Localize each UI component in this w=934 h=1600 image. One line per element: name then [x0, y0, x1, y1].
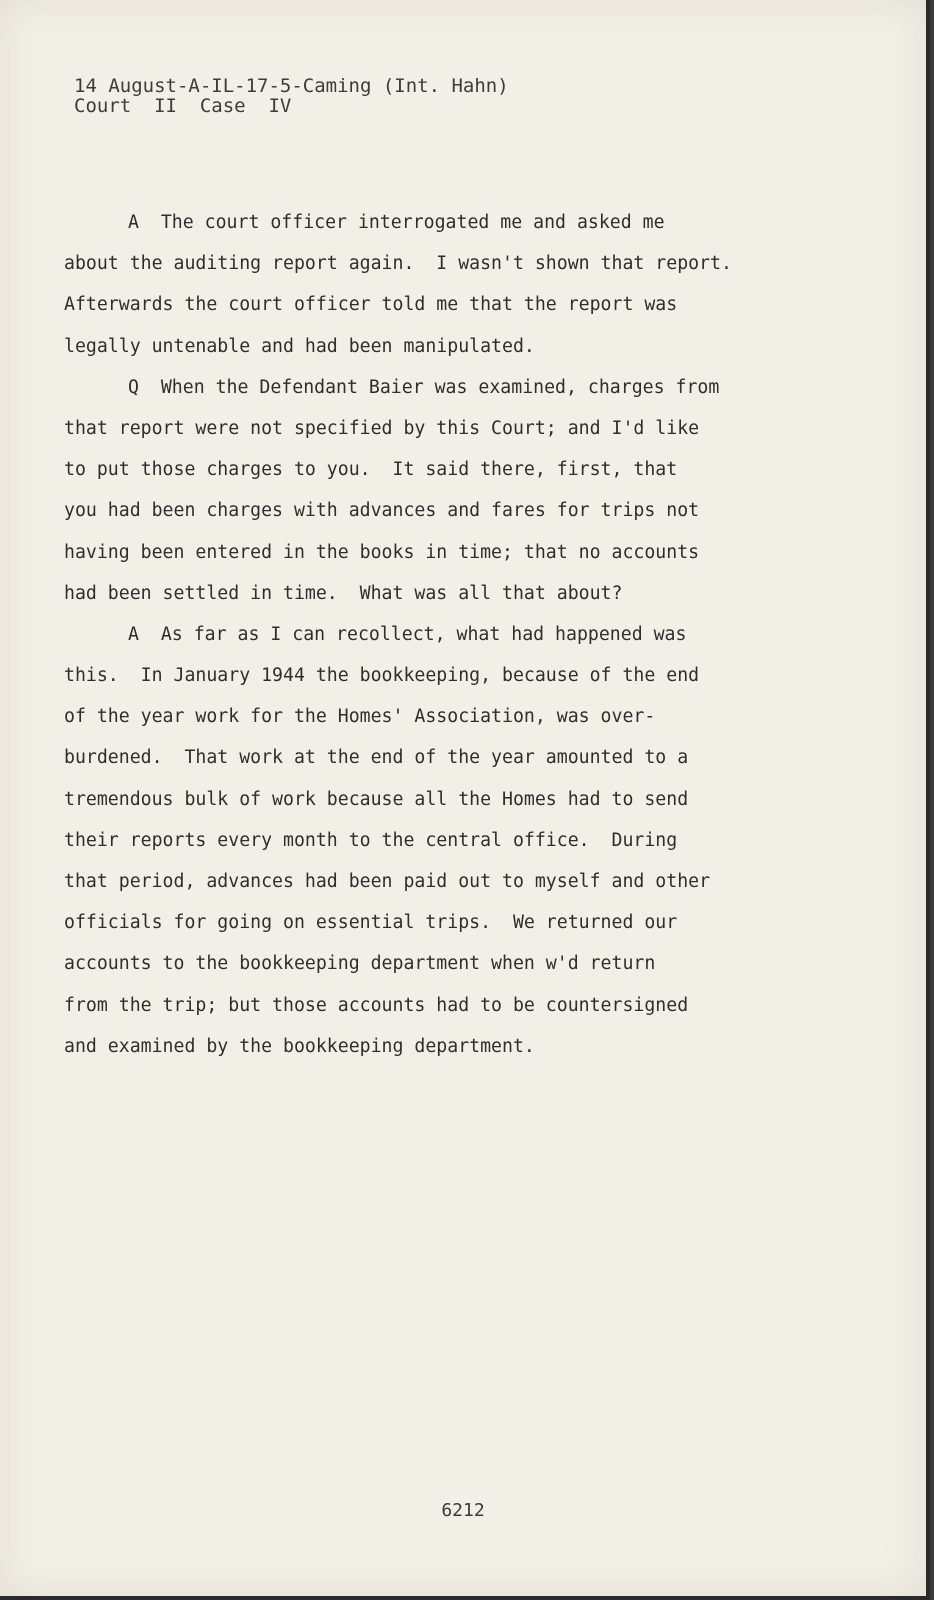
header-line-2: Court II Case IV [74, 95, 292, 117]
text-line: A The court officer interrogated me and asked me [128, 212, 665, 233]
text-line: of the year work for the Homes' Association, was over- [64, 706, 656, 728]
transcript-body [64, 202, 824, 1067]
page-number: 6212 [441, 1500, 485, 1521]
header-line-1: 14 August-A-IL-17-5-Caming (Int. Hahn) [74, 75, 509, 97]
text-line: accounts to the bookkeeping department when w'd return [64, 953, 656, 975]
text-line: that report were not specified by this Court; and I'd like [64, 417, 700, 439]
text-line: Afterwards the court officer told me that the report was [64, 294, 678, 316]
text-line: their reports every month to the central office. During [64, 829, 678, 851]
document-header [74, 76, 509, 116]
text-line: this. In January 1944 the bookkeeping, because of the end [64, 665, 700, 687]
text-line: to put those charges to you. It said there, first, that [64, 459, 678, 481]
text-line: Q When the Defendant Baier was examined, charges from [128, 376, 720, 398]
text-line: A As far as I can recollect, what had happened was [128, 623, 687, 645]
text-line: from the trip; but those accounts had to be countersigned [64, 994, 689, 1016]
text-line: legally untenable and had been manipulated. [64, 335, 535, 357]
text-line: officials for going on essential trips. We returned our [64, 912, 678, 934]
text-line: had been settled in time. What was all that about? [64, 582, 623, 604]
text-line: about the auditing report again. I wasn't shown that report. [64, 253, 732, 275]
text-line: and examined by the bookkeeping department. [64, 1035, 535, 1057]
text-line: that period, advances had been paid out to myself and other [64, 871, 711, 892]
text-line: tremendous bulk of work because all the Homes had to send [64, 788, 689, 810]
text-line: burdened. That work at the end of the year amounted to a [64, 747, 689, 769]
text-line: you had been charges with advances and fares for trips not [64, 500, 700, 522]
text-line: having been entered in the books in time; that no accounts [64, 541, 700, 563]
